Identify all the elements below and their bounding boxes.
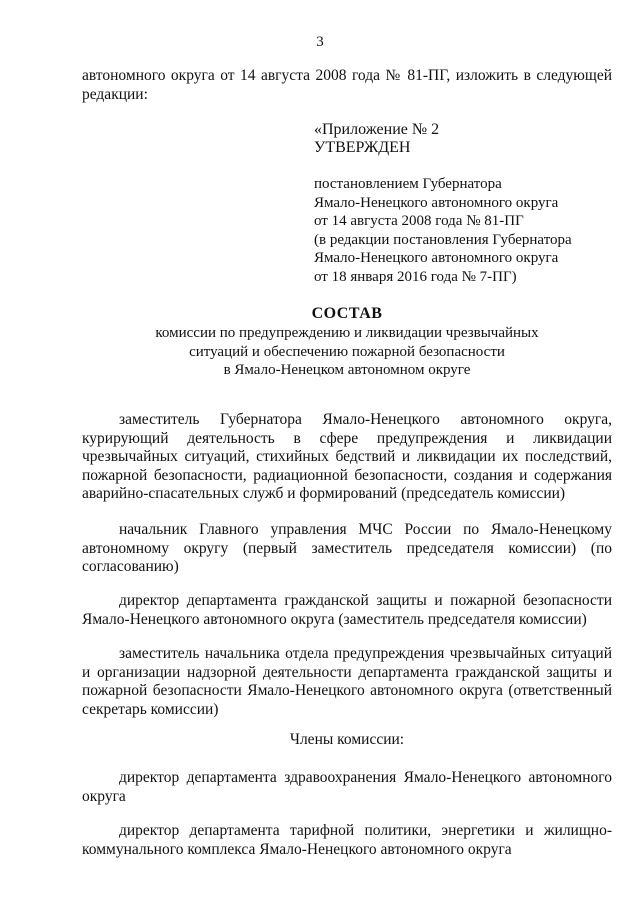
member-item: директор департамента тарифной политики, энергетики и жилищно-коммунального комплекса Ямало-Ненецкого автономного округа (82, 822, 612, 858)
document-subtitle-line: комиссии по предупреждению и ликвидации чрезвычайных (155, 325, 539, 341)
appendix-label: «Приложение № 2 (314, 121, 440, 138)
document-heading (82, 304, 612, 380)
approval-line: Ямало-Ненецкого автономного округа (314, 194, 559, 211)
approval-line: от 14 августа 2008 года № 81-ПГ (314, 213, 524, 229)
intro-paragraph: автономного округа от 14 августа 2008 года № 81-ПГ, изложить в следующей редакции: (82, 67, 612, 103)
approved-label: УТВЕРЖДЕН (314, 139, 411, 156)
composition-item-secretary: заместитель начальника отдела предупреждения чрезвычайных ситуаций и организации надзорной деятельности департамента гражданской защиты и пожарной безопасности Ямало-Ненецкого автономного округа (ответственный секретарь комиссии) (82, 645, 612, 718)
approval-line: (в редакции постановления Губернатора (314, 231, 572, 248)
composition-item-deputy: директор департамента гражданской защиты и пожарной безопасности Ямало-Ненецкого автономного округа (заместитель председателя комиссии) (82, 592, 612, 628)
composition-item-first-deputy: начальник Главного управления МЧС России по Ямало-Ненецкому автономному округу (первый заместитель председателя комиссии) (по согласованию) (82, 521, 612, 575)
approval-line: постановлением Губернатора (314, 176, 502, 192)
composition-item-chairman: заместитель Губернатора Ямало-Ненецкого автономного округа, курирующий деятельность в сфере предупреждения и ликвидации чрезвычайных ситуаций, стихийных бедствий и ликвидации их последствий, пожарной безопасности, радиационной безопасности, создания и содержания аварийно-спасательных служб и формирований (председатель комиссии) (82, 411, 612, 502)
document-subtitle-line: ситуаций и обеспечению пожарной безопасности (189, 343, 505, 360)
approval-block (314, 121, 614, 286)
document-subtitle-line: в Ямало-Ненецком автономном округе (223, 362, 471, 378)
approval-line: от 18 января 2016 года № 7-ПГ) (314, 268, 517, 285)
approval-line: Ямало-Ненецкого автономного округа (314, 250, 559, 266)
members-heading: Члены комиссии: (289, 731, 405, 748)
member-item: директор департамента здравоохранения Ямало-Ненецкого автономного округа (82, 769, 612, 805)
document-title: СОСТАВ (311, 305, 383, 322)
page-number: 3 (316, 34, 324, 50)
